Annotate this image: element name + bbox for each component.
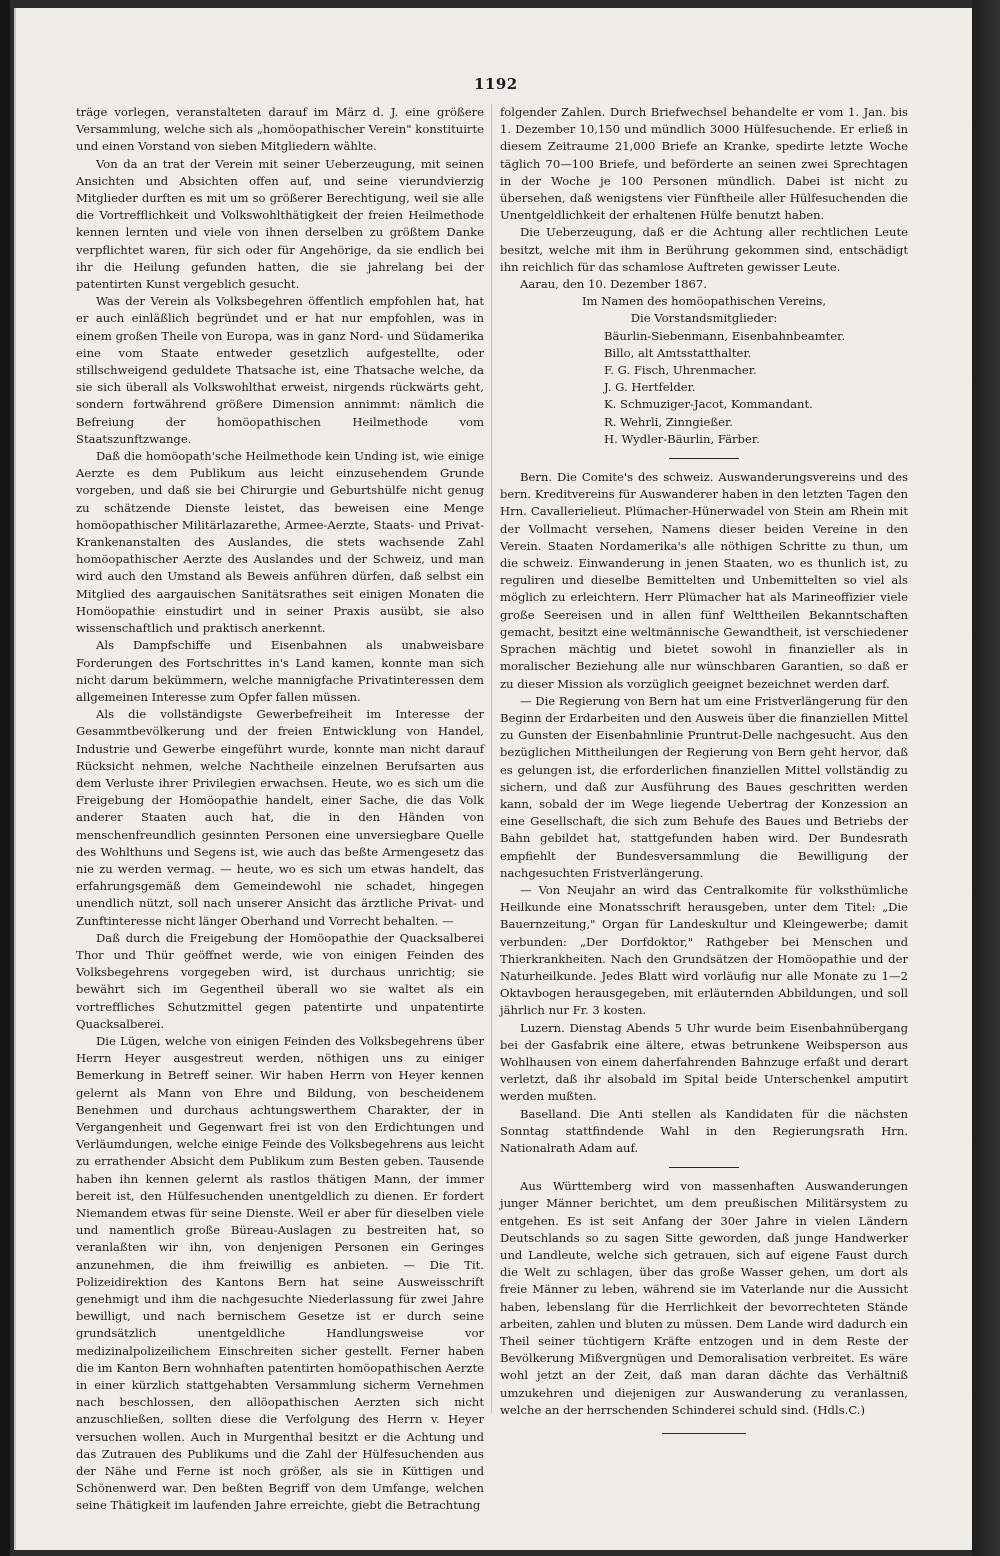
news-item-bern-railway: — Die Regierung von Bern hat um eine Fristverlängerung für den Beginn der Erdarbeiten und den Ausweis über die finanziellen Mittel zu Gunsten der Eisenbahnlinie Pruntrut-Delle nachgesucht. Aus den bezüglichen Mittheilungen der Regierung von Bern geht hervor, daß es gelungen ist, die erforderlichen finanziellen Mittel vollständig zu sichern, und daß zur Ausführung des Baues geschritten werden kann, sobald der im Wege liegende Uebertrag der Konzession an eine Gesellschaft, die sich zum Behufe des Baues und Betriebs der Bahn gebildet hat, stattgefunden haben wird. Der Bundesrath empfiehlt der Bundesversammlung die Bewilligung der nachgesuchten Fristverlängerung. (500, 693, 908, 880)
section-rule (669, 1167, 739, 1168)
signatory: R. Wehrli, Zinngießer. (604, 414, 733, 429)
signature-subheading: Die Vorstandsmitglieder: (630, 311, 778, 326)
signature-heading: Im Namen des homöopathischen Vereins, (581, 294, 827, 309)
news-item-luzern: Luzern. Dienstag Abends 5 Uhr wurde beim Eisenbahnübergang bei der Gasfabrik eine ältere, etwas betrunkene Weibsperson aus Wohlhausen von einem daherfahrenden Bahnzuge erfaßt und derart verletzt, daß ihr alsobald im Spital beide Unterschenkel amputirt werden mußten. (500, 1020, 908, 1104)
scan-edge (0, 0, 10, 1556)
right-column (500, 104, 908, 1434)
paragraph: Die Lügen, welche von einigen Feinden des Volksbegehrens über Herrn Heyer ausgestreut werden, nöthigen uns zu einiger Bemerkung in Betreff seiner. Wir haben Herrn von Heyer kennen gelernt als Mann von Ehre und Bildung, von bescheidenem Benehmen und durchaus achtungswerthem Charakter, der in Vergangenheit und Gegenwart frei ist von den Erdichtungen und Verläumdungen, welche einige Feinde des Volksbegehrens aus leicht zu errathender Absicht dem Publikum zum Besten geben. Tausende haben ihn kennen gelernt als rastlos thätigen Mann, der immer bereit ist, den Hülfesuchenden unentgeldlich zu dienen. Er fordert Niemandem etwas für seine Dienste. Weil er aber für dieselben viele und namentlich große Büreau-Auslagen zu bestreiten hat, so veranlaßten wir ihn, von denjenigen Personen ein Geringes anzunehmen, die ihm freiwillig es anbieten. — Die Tit. Polizeidirektion des Kantons Bern hat seine Ausweisschrift genehmigt und ihm die nachgesuchte Niederlassung für zwei Jahre bewilligt, und nach bernischem Gesetze ist er durch seine grundsätzlich unentgeldliche Handlungsweise vor medizinalpolizeilichem Einschreiten sicher gestellt. Ferner haben die im Kanton Bern wohnhaften patentirten homöopathischen Aerzte in einer kürzlich stattgehabten Versammlung sicherm Vernehmen nach beschlossen, den allöopathischen Aerzten sich nicht anzuschließen, sollten diese die Verfolgung des Herrn v. Heyer versuchen wollen. Auch in Murgenthal besitzt er die Achtung und das Zutrauen des Publikums und die Zahl der Hülfesuchenden aus der Nähe und Ferne ist noch größer, als sie in Küttigen und Schönenwerd war. Den beßten Begriff von dem Umfange, welchen seine Thätigkeit im laufenden Jahre erreichte, giebt die Betrachtung (76, 1033, 484, 1513)
signatory: Billo, alt Amtsstatthalter. (604, 345, 752, 360)
signatory: F. G. Fisch, Uhrenmacher. (604, 363, 757, 378)
signatory: H. Wydler-Bäurlin, Färber. (604, 431, 760, 446)
paragraph: Als die vollständigste Gewerbefreiheit im Interesse der Gesammtbevölkerung und der freien Entwicklung von Handel, Industrie und Gewerbe eingeführt wurde, konnte man nicht darauf Rücksicht nehmen, welche Nachtheile einzelnen Berufsarten aus dem Verluste ihrer Privilegien erwachsen. Heute, wo es sich um die Freigebung der Homöopathie handelt, einer Sache, die das Volk anderer Staaten auch hat, die in den Händen von menschenfreundlich gesinnten Personen eine unversiegbare Quelle des Wohlthuns und Segens ist, wie auch das beßte Armengesetz das nie zu werden vermag. — heute, wo es sich um etwas handelt, das erfahrungsgemäß dem Gemeindewohl nie schadet, hingegen unendlich nützt, soll nach unserer Ansicht das ärztliche Privat- und Zunftinteresse nicht länger Oberhand und Vorrecht behalten. — (76, 707, 484, 928)
paragraph: Die Ueberzeugung, daß er die Achtung aller rechtlichen Leute besitzt, welche mit ihm in Berührung gekommen sind, entschädigt ihn reichlich für das schamlose Auftreten gewisser Leute. (500, 225, 908, 274)
news-item-wuerttemberg: Aus Württemberg wird von massenhaften Auswanderungen junger Männer berichtet, um dem preußischen Militärsystem zu entgehen. Es ist seit Anfang der 30er Jahre in vielen Ländern Deutschlands so zu sagen Sitte geworden, daß junge Handwerker und Landleute, welche sich getrauen, sich auf eigene Faust durch die Welt zu schlagen, über das große Wasser gehen, um dort als freie Männer zu leben, während sie im Vaterlande nur die Aussicht haben, lebenslang für die Herrlichkeit der bevorrechteten Stände arbeiten, zahlen und bluten zu müssen. Dem Lande wird dadurch ein Theil seiner tüchtigern Kräfte entzogen und in dem Reste der Bevölkerung Mißvergnügen und Demoralisation verbreitet. Es wäre wohl jetzt an der Zeit, daß man daran dächte das Verhältniß umzukehren und diejenigen zur Auswanderung zu veranlassen, welche an der herrschenden Schinderei schuld sind. (Hdls.C.) (500, 1179, 908, 1417)
news-item-baselland: Baselland. Die Anti stellen als Kandidaten für die nächsten Sonntag stattfindende Wahl in den Regierungsrath Hrn. Nationalrath Adam auf. (500, 1106, 908, 1155)
news-item-bern: Bern. Die Comite's des schweiz. Auswanderungsvereins und des bern. Kreditvereins für Auswanderer haben in den letzten Tagen den Hrn. Cavallerielieut. Plümacher-Hünerwadel von Stein am Rhein mit der Vollmacht versehen, Namens dieser beiden Vereine in den Verein. Staaten Nordamerika's alle nöthigen Schritte zu thun, um die schweiz. Einwanderung in jenen Staaten, wo es thunlich ist, zu reguliren und dieselbe Bemittelten und Unbemittelten so viel als möglich zu erleichtern. Herr Plümacher hat als Marineoffizier viele große Seereisen und in allen fünf Welttheilen Bekanntschaften gemacht, besitzt eine weltmännische Gewandtheit, ist verschiedener Sprachen mächtig und bietet sowohl in finanzieller als in moralischer Beziehung alle nur wünschbaren Garantien, so daß er zu dieser Mission als vorzüglich geeignet bezeichnet werden darf. (500, 470, 908, 691)
paragraph: Daß durch die Freigebung der Homöopathie der Quacksalberei Thor und Thür geöffnet werde, wie von einigen Feinden des Volksbegehrens vorgegeben wird, ist durchaus unrichtig; sie bewährt sich im Gegentheil überall wo sie waltet als ein vortreffliches Schutzmittel gegen patentirte und unpatentirte Quacksalberei. (76, 930, 484, 1031)
dateline: Aarau, den 10. Dezember 1867. (520, 277, 707, 292)
paragraph: folgender Zahlen. Durch Briefwechsel behandelte er vom 1. Jan. bis 1. Dezember 10,150 und mündlich 3000 Hülfesuchende. Er erließ in diesem Zeitraume 21,000 Briefe an Kranke, spedirte letzte Woche täglich 70—100 Briefe, und beförderte an seinen zwei Sprechtagen in der Woche je 100 Personen mündlich. Dabei ist nicht zu übersehen, daß wenigstens vier Fünftheile aller Hülfesuchenden die Unentgeldlichkeit der erhaltenen Hülfe benutzt haben. (500, 105, 908, 223)
paragraph: träge vorlegen, veranstalteten darauf im März d. J. eine größere Versammlung, welche sich als „homöopathischer Verein" konstituirte und einen Vorstand von sieben Mitgliedern wählte. (76, 105, 484, 154)
page-number: 1192 (474, 75, 518, 93)
left-column (76, 104, 484, 1515)
paragraph: Was der Verein als Volksbegehren öffentlich empfohlen hat, hat er auch einläßlich begründet und er hat nur empfohlen, was in einem großen Theile von Europa, was in ganz Nord- und Südamerika eine vom Staate entweder gesetzlich aufgestellte, oder stillschweigend geduldete Thatsache ist, eine Thatsache welche, da sie sich überall als Volkswohlthat erweist, nirgends rückwärts geht, sondern fortwährend größere Dimension annimmt: nämlich die Befreiung der homöopathischen Heilmethode vom Staatszunftzwange. (76, 294, 484, 446)
paragraph: Von da an trat der Verein mit seiner Ueberzeugung, mit seinen Ansichten und Absichten offen auf, und seine vierundvierzig Mitglieder durften es mit um so größerer Berechtigung, weil sie alle die Vortrefflichkeit und Volkswohlthätigkeit der freien Heilmethode kennen lernten und viele von ihnen derselben zu größtem Danke verpflichtet waren, für sich oder für Angehörige, da sie endlich bei ihr die Heilung gefunden hatten, die sie jahrelang bei der patentirten Kunst vergeblich gesucht. (76, 156, 484, 292)
signature-block (500, 293, 908, 448)
paragraph: Als Dampfschiffe und Eisenbahnen als unabweisbare Forderungen des Fortschrittes in's Land kamen, konnte man sich nicht darum bekümmern, welche mannigfache Privatinteressen dem allgemeinen Interesse zum Opfer fallen müssen. (76, 638, 484, 704)
paragraph: Daß die homöopath'sche Heilmethode kein Unding ist, wie einige Aerzte es dem Publikum aus leicht einzusehendem Grunde vorgeben, und daß sie bei Chirurgie und Geburtshülfe nicht genug zu schätzende Dienste leistet, das beweisen eine Menge homöopathischer Militärlazarethe, Armee-Aerzte, Staats- und Privat-Krankenanstalten des Auslandes, die stets wachsende Zahl homöopathischer Aerzte des Auslandes und der Schweiz, und man wird auch den Umstand als Beweis anführen dürfen, daß selbst ein Mitglied des aargauischen Sanitätsrathes seit einigen Monaten die Homöopathie einstudirt und in seiner Praxis ausübt, sie also wissenschaftlich und praktisch anerkennt. (76, 449, 484, 636)
news-item-monthly: — Von Neujahr an wird das Centralkomite für volksthümliche Heilkunde eine Monatsschrift herausgeben, unter dem Titel: „Die Bauernzeitung," Organ für Landeskultur und Kleingewerbe; damit verbunden: „Der Dorfdoktor," Rathgeber bei Menschen und Thierkrankheiten. Nach den Grundsätzen der Homöopathie und der Naturheilkunde. Jedes Blatt wird vorläufig nur alle Monate zu 1—2 Oktavbogen herausgegeben, mit erläuternden Abbildungen, und soll jährlich nur Fr. 3 kosten. (500, 882, 908, 1018)
section-rule (669, 458, 739, 459)
column-divider (491, 104, 492, 1414)
end-rule (662, 1433, 746, 1434)
signatory: K. Schmuziger-Jacot, Kommandant. (604, 397, 813, 412)
scan-edge-right (972, 0, 1000, 1556)
signatory: J. G. Hertfelder. (604, 380, 696, 395)
signatory: Bäurlin-Siebenmann, Eisenbahnbeamter. (604, 328, 846, 343)
